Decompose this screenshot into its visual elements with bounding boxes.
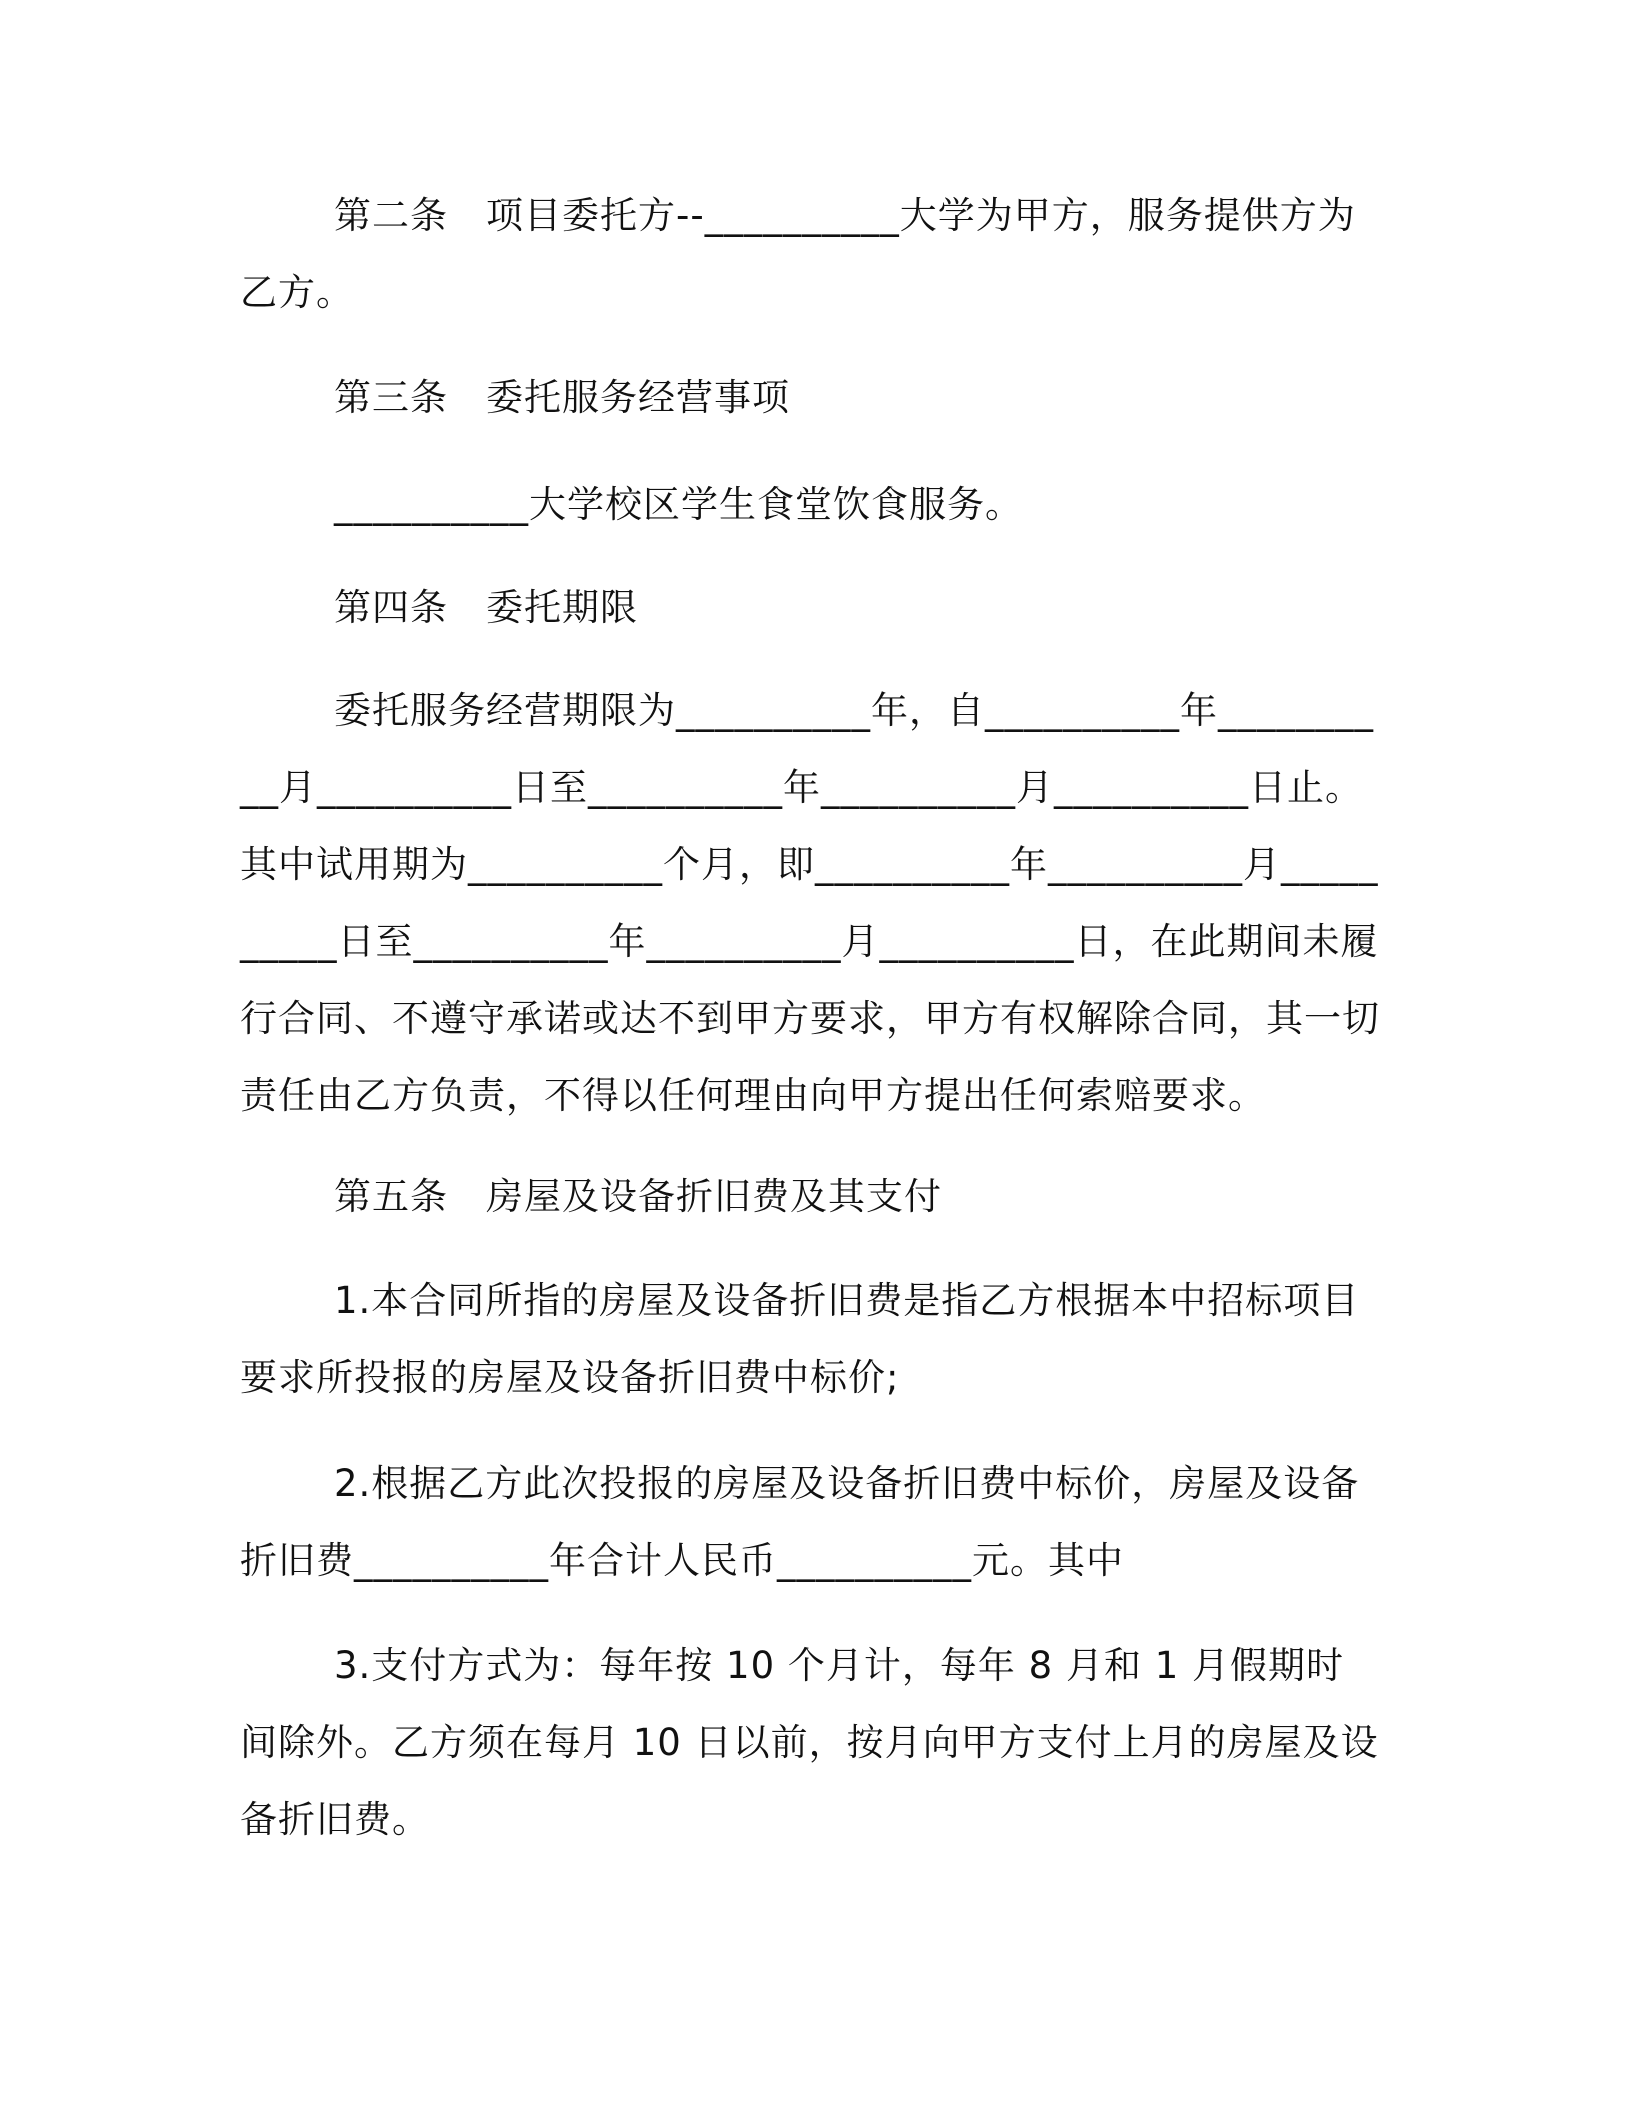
article-3-heading: 第三条 委托服务经营事项 (334, 376, 790, 419)
article-5-item-2: 2.根据乙方此次投报的房屋及设备折旧费中标价，房屋及设备折旧费__________年合计人民币__________元。其中 (240, 1462, 1360, 1582)
article-5-item-3: 3.支付方式为：每年按 10 个月计，每年 8 月和 1 月假期时间除外。乙方须在每月 10 日以前，按月向甲方支付上月的房屋及设备折旧费。 (240, 1644, 1379, 1841)
article-3-content: __________大学校区学生食堂饮食服务。 (334, 483, 1023, 526)
article-5-heading: 第五条 房屋及设备折旧费及其支付 (334, 1175, 942, 1218)
article-2-paragraph: 第二条 项目委托方--__________大学为甲方，服务提供方为乙方。 (240, 194, 1356, 314)
article-4-heading: 第四条 委托期限 (334, 586, 638, 629)
article-5-item-1: 1.本合同所指的房屋及设备折旧费是指乙方根据本中招标项目要求所投报的房屋及设备折旧费中标价; (240, 1279, 1360, 1399)
article-4-content: 委托服务经营期限为__________年，自__________年__________月__________日至__________年__________月__________日止。其中试用期为__________个月，即__________年__________月__________日至__________年__________月__________日，在此期间未履行合同、不遵守承诺或达不到甲方要求，甲方有权解除合同，其一切责任由乙方负责，不得以任何理由向甲方提出任何索赔要求。 (240, 689, 1380, 1117)
